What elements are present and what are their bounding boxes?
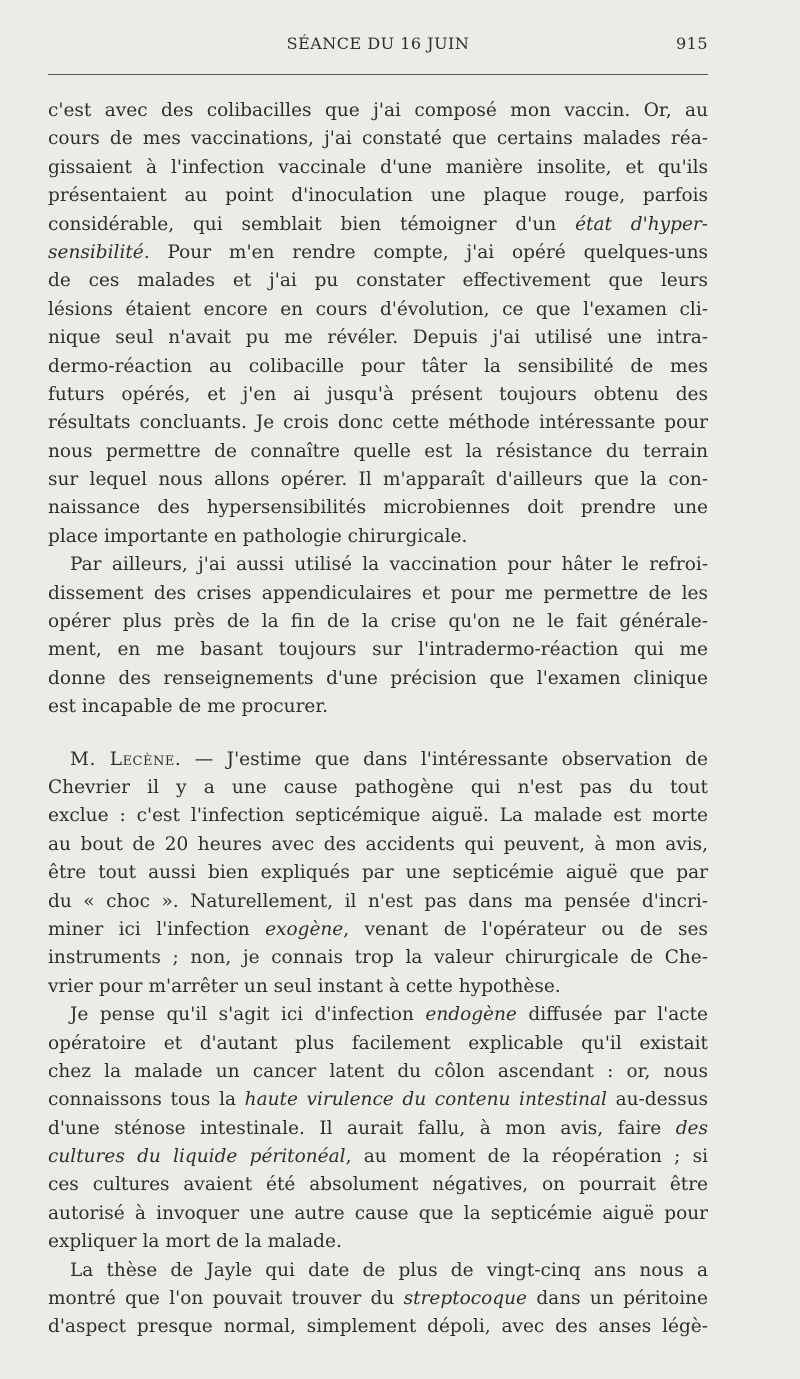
text-line [48,746,708,774]
text-line: est incapable de me procurer. [48,696,329,718]
text-line: place importante en pathologie chirurgicale. [48,525,468,547]
text-line: présentaient au point d'inoculation une plaque rouge, parfois [48,185,708,207]
text-run: miner ici l'infection [48,918,266,940]
header-rule [48,74,708,75]
text-line [48,551,708,579]
italic-run: exogène [265,918,344,940]
text-run: Je pense qu'il s'agit ici d'infection [70,1004,426,1026]
paragraph [48,1001,708,1257]
section-gap [48,722,708,746]
italic-run: haute virulence du contenu intestinal [244,1089,607,1111]
text-line: lésions étaient encore en cours d'évolution, ce que l'examen cli- [48,298,708,320]
text-run: , au moment de la réopération ; si [345,1146,708,1168]
text-run: au-dessus [606,1089,708,1111]
text-run: , venant de l'opérateur ou de ses [343,918,708,940]
text-run: . Pour m'en rendre compte, j'ai opéré quelques-uns [143,241,708,263]
text-line: dissement des crises appendiculaires et pour me permettre de les [48,582,708,604]
italic-run: streptocoque [403,1288,527,1310]
text-run: dans un péritoine [526,1288,708,1310]
text-line [48,239,708,267]
article-body [48,97,708,1342]
text-line: au bout de 20 heures avec des accidents qui peuvent, à mon avis, [48,833,708,855]
text-line [48,211,708,239]
text-line: ces cultures avaient été absolument négatives, on pourrait être [48,1174,708,1196]
text-line: futurs opérés, et j'en ai jusqu'à présent toujours obtenu des [48,383,708,405]
paragraph [48,746,708,1002]
text-line: du « choc ». Naturellement, il n'est pas dans ma pensée d'incri- [48,890,708,912]
text-line: gissaient à l'infection vaccinale d'une manière insolite, et qu'ils [48,156,708,178]
text-line: expliquer la mort de la malade. [48,1231,342,1253]
text-line [48,1086,708,1114]
text-line: exclue : c'est l'infection septicémique aiguë. La malade est morte [48,805,708,827]
text-line: d'aspect presque normal, simplement dépoli, avec des anses légè- [48,1316,708,1338]
text-run: — J'estime que dans l'intéressante observation de [181,748,708,770]
text-line: sur lequel nous allons opérer. Il m'apparaît d'ailleurs que la con- [48,469,708,491]
italic-run: des [675,1117,708,1139]
text-line: donne des renseignements d'une précision que l'examen clinique [48,667,708,689]
paragraph [48,551,708,721]
text-line: dermo-réaction au colibacille pour tâter la sensibilité de mes [48,355,708,377]
text-run: connaissons tous la [48,1089,245,1111]
text-run: montré que l'on pouvait trouver du [48,1288,404,1310]
text-line: ment, en me basant toujours sur l'intradermo-réaction qui me [48,639,708,661]
text-line: opératoire et d'autant plus facilement explicable qu'il existait [48,1032,708,1054]
text-line: de ces malades et j'ai pu constater effectivement que leurs [48,270,708,292]
text-run: diffusée par l'acte [516,1004,709,1026]
italic-run: état d'hyper- [575,213,708,235]
italic-run: cultures du liquide péritonéal [48,1146,346,1168]
text-line: naissance des hypersensibilités microbiennes doit prendre une [48,497,708,519]
running-header [48,34,708,60]
text-line: nique seul n'avait pu me révéler. Depuis j'ai utilisé une intra- [48,327,708,349]
text-line: vrier pour m'arrêter un seul instant à cette hypothèse. [48,975,561,997]
text-line [48,916,708,944]
text-line [48,1115,708,1143]
paragraph [48,97,708,551]
text-run: considérable, qui semblait bien témoigner d'un [48,213,576,235]
text-line: opérer plus près de la fin de la crise qu'on ne le fait générale- [48,611,708,633]
text-line [48,1257,708,1285]
text-run: Par ailleurs, j'ai aussi utilisé la vaccination pour hâter le refroi- [70,554,708,576]
text-run: La thèse de Jayle qui date de plus de vingt-cinq ans nous a [70,1259,708,1281]
speaker-name: M. Lecène. [70,748,182,770]
text-line [48,1143,708,1171]
text-line: autorisé à invoquer une autre cause que la septicémie aiguë pour [48,1202,708,1224]
text-line [48,1001,708,1029]
text-line: être tout aussi bien expliqués par une septicémie aiguë que par [48,862,708,884]
page-number: 915 [675,34,708,53]
text-line: c'est avec des colibacilles que j'ai composé mon vaccin. Or, au [48,100,708,121]
text-line: instruments ; non, je connais trop la valeur chirurgicale de Che- [48,947,708,969]
text-line: cours de mes vaccinations, j'ai constaté que certains malades réa- [48,128,708,150]
text-line: chez la malade un cancer latent du côlon ascendant : or, nous [48,1060,708,1082]
text-line: résultats concluants. Je crois donc cette méthode intéressante pour [48,412,708,434]
paragraph [48,1257,708,1342]
header-title: SÉANCE DU 16 JUIN [286,34,470,53]
text-run: d'une sténose intestinale. Il aurait fallu, à mon avis, faire [48,1117,676,1139]
italic-run: sensibilité [48,241,144,263]
italic-run: endogène [425,1004,517,1026]
text-line: nous permettre de connaître quelle est la résistance du terrain [48,440,708,462]
text-line: Chevrier il y a une cause pathogène qui n'est pas du tout [48,776,708,798]
text-line [48,1285,708,1313]
